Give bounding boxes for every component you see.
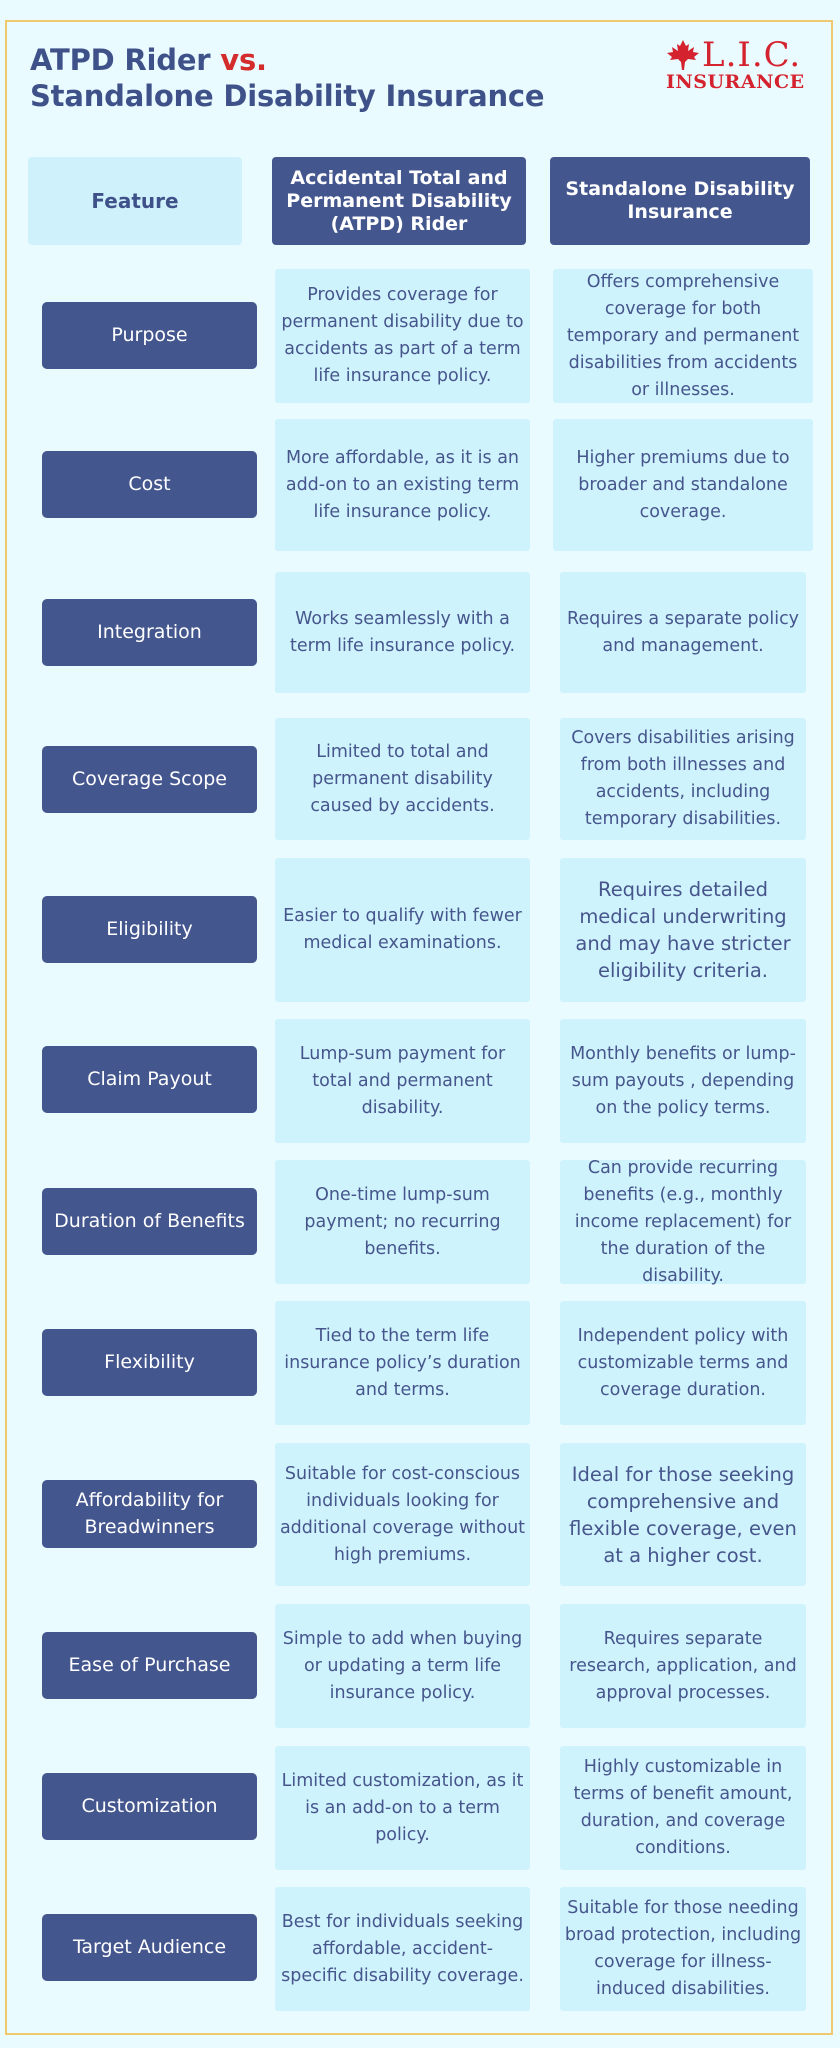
row-standalone-affordability-for-breadwinners: Ideal for those seeking comprehensive and flexible coverage, even at a higher cost. xyxy=(560,1443,806,1586)
row-feature-duration-of-benefits: Duration of Benefits xyxy=(42,1188,257,1255)
logo-lic-text: L.I.C. xyxy=(702,35,802,75)
row-atpd-flexibility: Tied to the term life insurance policy’s duration and terms. xyxy=(275,1301,530,1425)
row-atpd-cost: More affordable, as it is an add-on to an existing term life insurance policy. xyxy=(275,419,530,551)
row-atpd-target-audience: Best for individuals seeking affordable, accident-specific disability coverage. xyxy=(275,1887,530,2011)
row-feature-affordability-for-breadwinners: Affordability for Breadwinners xyxy=(42,1480,257,1548)
title-line2: Standalone Disability Insurance xyxy=(30,79,545,113)
row-feature-cost: Cost xyxy=(42,451,257,518)
header-atpd-rider: Accidental Total and Permanent Disability (ATPD) Rider xyxy=(272,157,526,245)
row-feature-integration: Integration xyxy=(42,599,257,666)
row-feature-eligibility: Eligibility xyxy=(42,896,257,963)
row-atpd-ease-of-purchase: Simple to add when buying or updating a term life insurance policy. xyxy=(275,1604,530,1728)
row-standalone-eligibility: Requires detailed medical underwriting and may have stricter eligibility criteria. xyxy=(560,858,806,1002)
row-atpd-customization: Limited customization, as it is an add-on to a term policy. xyxy=(275,1746,530,1870)
row-atpd-integration: Works seamlessly with a term life insurance policy. xyxy=(275,572,530,693)
row-atpd-purpose: Provides coverage for permanent disability due to accidents as part of a term life insurance policy. xyxy=(275,269,530,403)
header-feature: Feature xyxy=(28,157,242,245)
title-vs: vs. xyxy=(220,43,267,77)
maple-leaf-icon xyxy=(666,39,700,71)
row-atpd-claim-payout: Lump-sum payment for total and permanent disability. xyxy=(275,1019,530,1143)
row-standalone-ease-of-purchase: Requires separate research, application, and approval processes. xyxy=(560,1604,806,1728)
lic-insurance-logo xyxy=(666,36,806,96)
title-line1: ATPD Rider xyxy=(30,43,221,77)
row-feature-flexibility: Flexibility xyxy=(42,1329,257,1396)
row-atpd-affordability-for-breadwinners: Suitable for cost-conscious individuals looking for additional coverage without high premiums. xyxy=(275,1443,530,1586)
row-atpd-eligibility: Easier to qualify with fewer medical examinations. xyxy=(275,858,530,1002)
row-atpd-coverage-scope: Limited to total and permanent disability caused by accidents. xyxy=(275,718,530,840)
row-feature-target-audience: Target Audience xyxy=(42,1914,257,1981)
row-standalone-integration: Requires a separate policy and management. xyxy=(560,572,806,693)
row-feature-ease-of-purchase: Ease of Purchase xyxy=(42,1632,257,1699)
row-standalone-cost: Higher premiums due to broader and standalone coverage. xyxy=(553,419,813,551)
row-standalone-customization: Highly customizable in terms of benefit amount, duration, and coverage conditions. xyxy=(560,1746,806,1870)
logo-insurance-text: INSURANCE xyxy=(666,71,805,93)
page-title xyxy=(30,42,544,114)
header-standalone-insurance: Standalone Disability Insurance xyxy=(550,157,810,245)
row-standalone-duration-of-benefits: Can provide recurring benefits (e.g., monthly income replacement) for the duration of the disability. xyxy=(560,1160,806,1284)
row-feature-customization: Customization xyxy=(42,1773,257,1840)
row-standalone-purpose: Offers comprehensive coverage for both temporary and permanent disabilities from accidents or illnesses. xyxy=(553,269,813,403)
row-standalone-flexibility: Independent policy with customizable terms and coverage duration. xyxy=(560,1301,806,1425)
row-standalone-target-audience: Suitable for those needing broad protection, including coverage for illness-induced disabilities. xyxy=(560,1887,806,2011)
row-standalone-claim-payout: Monthly benefits or lump-sum payouts , depending on the policy terms. xyxy=(560,1019,806,1143)
row-standalone-coverage-scope: Covers disabilities arising from both illnesses and accidents, including temporary disabilities. xyxy=(560,718,806,840)
row-feature-coverage-scope: Coverage Scope xyxy=(42,746,257,813)
row-atpd-duration-of-benefits: One-time lump-sum payment; no recurring benefits. xyxy=(275,1160,530,1284)
row-feature-purpose: Purpose xyxy=(42,302,257,369)
row-feature-claim-payout: Claim Payout xyxy=(42,1046,257,1113)
